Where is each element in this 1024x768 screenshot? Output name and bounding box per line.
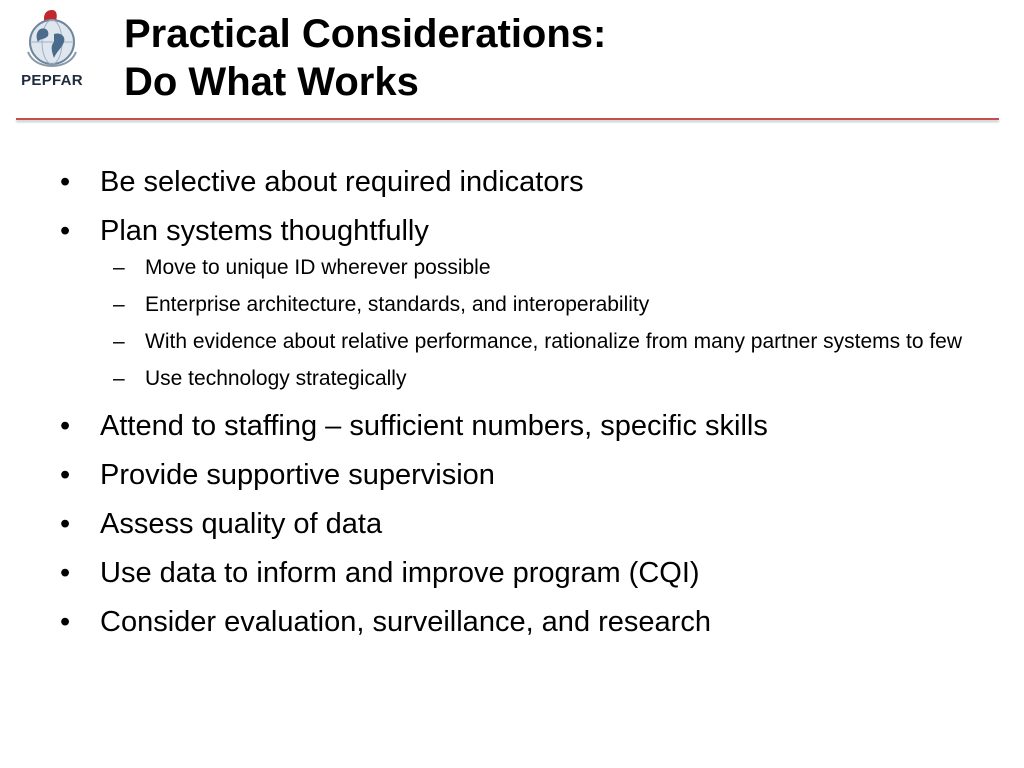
title-line-2: Do What Works: [124, 60, 419, 104]
sub-list-item: [60, 364, 965, 394]
bullet-marker: •: [60, 459, 71, 491]
globe-icon: [14, 8, 90, 70]
dash-marker: –: [113, 293, 125, 316]
list-item: [60, 409, 990, 443]
sub-list: [60, 253, 990, 394]
list-item-text: Be selective about required indicators: [100, 166, 584, 198]
bullet-marker: •: [60, 606, 71, 638]
list-item-text: Provide supportive supervision: [100, 459, 495, 491]
pepfar-logo: [14, 8, 94, 92]
list-item: [60, 214, 990, 248]
sub-list-item-text: With evidence about relative performance, rationalize from many partner systems to few: [145, 330, 963, 353]
sub-list-item: [60, 327, 965, 357]
title-divider: [16, 118, 999, 120]
dash-marker: –: [113, 330, 125, 353]
sub-list-item-text: Move to unique ID wherever possible: [145, 256, 491, 279]
list-item: [60, 605, 990, 639]
list-item-text: Use data to inform and improve program (CQI): [100, 557, 700, 589]
bullet-marker: •: [60, 508, 71, 540]
list-item: [60, 507, 990, 541]
list-item-text: Consider evaluation, surveillance, and research: [100, 606, 711, 638]
sub-list-item-text: Use technology strategically: [145, 367, 407, 390]
title-line-1: Practical Considerations:: [124, 12, 607, 56]
sub-list-item: [60, 290, 965, 320]
list-item: [60, 458, 990, 492]
dash-marker: –: [113, 256, 125, 279]
bullet-marker: •: [60, 557, 71, 589]
list-item: [60, 556, 990, 590]
list-item-text: Plan systems thoughtfully: [100, 215, 429, 247]
list-item-text: Assess quality of data: [100, 508, 383, 540]
bullet-marker: •: [60, 166, 71, 198]
sub-list-item: [60, 253, 965, 283]
logo-wordmark: PEPFAR: [21, 72, 83, 89]
list-item: [60, 165, 990, 199]
bullet-marker: •: [60, 215, 71, 247]
dash-marker: –: [113, 367, 125, 390]
slide-title: [124, 10, 606, 106]
bullet-list: [60, 165, 990, 654]
sub-list-item-text: Enterprise architecture, standards, and interoperability: [145, 293, 650, 316]
list-item-text: Attend to staffing – sufficient numbers, specific skills: [100, 410, 768, 442]
bullet-marker: •: [60, 410, 71, 442]
